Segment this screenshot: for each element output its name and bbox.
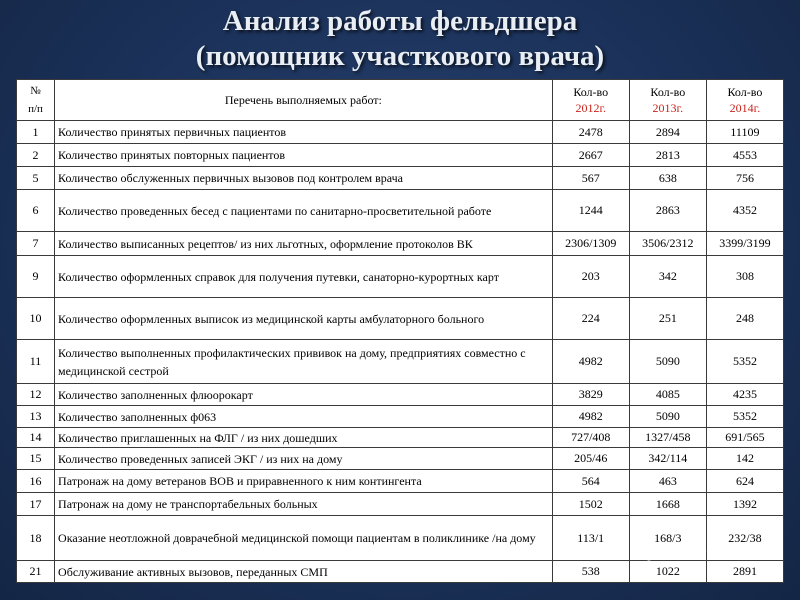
header-year-2012: Кол-во 2012г.: [552, 80, 629, 121]
row-value-2013: 638: [629, 167, 706, 190]
table-row: [17, 190, 784, 232]
row-value-2014: 248: [706, 298, 783, 340]
title-line-1: Анализ работы фельдшера: [222, 5, 578, 37]
row-value-2012: 1244: [552, 190, 629, 232]
row-value-2013: 2813: [629, 144, 706, 167]
row-number: 5: [17, 167, 55, 190]
row-description: Количество выписанных рецептов/ из них льготных, оформление протоколов ВК: [55, 232, 553, 256]
table-row: [17, 340, 784, 384]
row-value-2012: 2667: [552, 144, 629, 167]
row-value-2012: 567: [552, 167, 629, 190]
row-description: Патронаж на дому ветеранов ВОВ и приравненного к ним контингента: [55, 470, 553, 493]
row-number: 12: [17, 384, 55, 406]
row-description: Оказание неотложной доврачебной медицинской помощи пациентам в поликлинике /на дому: [55, 516, 553, 561]
row-value-2012: 2478: [552, 121, 629, 144]
row-number: 11: [17, 340, 55, 384]
row-number: 14: [17, 428, 55, 448]
table-row: [17, 298, 784, 340]
table-row: [17, 470, 784, 493]
row-value-2014: 691/565: [706, 428, 783, 448]
row-number: 16: [17, 470, 55, 493]
table-row: [17, 428, 784, 448]
table-body: [17, 121, 784, 583]
slide-title: [0, 4, 800, 74]
row-description: Патронаж на дому не транспортабельных больных: [55, 493, 553, 516]
row-value-2012: 224: [552, 298, 629, 340]
row-value-2013: 1327/458: [629, 428, 706, 448]
row-number: 2: [17, 144, 55, 167]
header-year-2013: Кол-во 2013г.: [629, 80, 706, 121]
row-number: 1: [17, 121, 55, 144]
row-value-2014: 142: [706, 448, 783, 470]
row-number: 15: [17, 448, 55, 470]
row-description: Количество проведенных записей ЭКГ / из них на дому: [55, 448, 553, 470]
row-number: 13: [17, 406, 55, 428]
row-value-2014: 756: [706, 167, 783, 190]
row-description: Количество принятых первичных пациентов: [55, 121, 553, 144]
table-row: [17, 493, 784, 516]
year-label: 2013г.: [652, 101, 684, 115]
row-value-2012: 3829: [552, 384, 629, 406]
row-value-2013: 5090: [629, 406, 706, 428]
row-number: 10: [17, 298, 55, 340]
row-value-2014: 5352: [706, 406, 783, 428]
row-value-2014: 4553: [706, 144, 783, 167]
table-row: [17, 561, 784, 583]
row-value-2013: 168/3: [629, 516, 706, 561]
works-table: [16, 79, 784, 583]
row-number: 17: [17, 493, 55, 516]
row-value-2014: 4235: [706, 384, 783, 406]
row-value-2014: 232/38: [706, 516, 783, 561]
row-value-2014: 308: [706, 256, 783, 298]
row-value-2014: 2891: [706, 561, 783, 583]
row-value-2012: 205/46: [552, 448, 629, 470]
row-description: Количество оформленных справок для получения путевки, санаторно-курортных карт: [55, 256, 553, 298]
row-value-2013: 342/114: [629, 448, 706, 470]
row-value-2013: 2863: [629, 190, 706, 232]
row-number: 7: [17, 232, 55, 256]
row-value-2014: 624: [706, 470, 783, 493]
table-row: [17, 232, 784, 256]
table-row: [17, 384, 784, 406]
title-line-2: (помощник участкового врача): [195, 40, 605, 72]
table-row: [17, 256, 784, 298]
row-number: 18: [17, 516, 55, 561]
table-row: [17, 448, 784, 470]
row-value-2012: 538: [552, 561, 629, 583]
row-description: Обслуживание активных вызовов, переданных СМП: [55, 561, 553, 583]
table-row: [17, 144, 784, 167]
year-label: 2012г.: [575, 101, 607, 115]
row-value-2013: 251: [629, 298, 706, 340]
row-description: Количество оформленных выписок из медицинской карты амбулаторного больного: [55, 298, 553, 340]
row-value-2013: 342: [629, 256, 706, 298]
row-value-2014: 5352: [706, 340, 783, 384]
row-value-2013: 4085: [629, 384, 706, 406]
row-number: 6: [17, 190, 55, 232]
watermark: [608, 540, 718, 563]
watermark-logo-icon: [608, 540, 627, 559]
year-label: 2014г.: [729, 101, 761, 115]
row-description: Количество заполненных ф063: [55, 406, 553, 428]
header-number: № п/п: [17, 80, 55, 121]
table-row: [17, 406, 784, 428]
row-description: Количество выполненных профилактических прививок на дому, предприятиях совместно с медицинской сестрой: [55, 340, 553, 384]
table-row: [17, 167, 784, 190]
header-description: Перечень выполняемых работ:: [55, 80, 553, 121]
row-value-2013: 1668: [629, 493, 706, 516]
row-description: Количество принятых повторных пациентов: [55, 144, 553, 167]
row-description: Количество заполненных флюорокарт: [55, 384, 553, 406]
row-value-2014: 1392: [706, 493, 783, 516]
row-value-2012: 4982: [552, 406, 629, 428]
row-number: 21: [17, 561, 55, 583]
row-value-2012: 113/1: [552, 516, 629, 561]
table-header-row: [17, 80, 784, 121]
row-value-2013: 5090: [629, 340, 706, 384]
row-description: Количество приглашенных на ФЛГ / из них дошедших: [55, 428, 553, 448]
row-value-2012: 727/408: [552, 428, 629, 448]
row-value-2014: 3399/3199: [706, 232, 783, 256]
row-description: Количество проведенных бесед с пациентами по санитарно-просветительной работе: [55, 190, 553, 232]
row-value-2013: 1022: [629, 561, 706, 583]
row-description: Количество обслуженных первичных вызовов под контролем врача: [55, 167, 553, 190]
row-value-2012: 2306/1309: [552, 232, 629, 256]
row-value-2013: 2894: [629, 121, 706, 144]
row-number: 9: [17, 256, 55, 298]
row-value-2012: 4982: [552, 340, 629, 384]
row-value-2014: 4352: [706, 190, 783, 232]
row-value-2014: 11109: [706, 121, 783, 144]
row-value-2012: 564: [552, 470, 629, 493]
watermark-text: MyShared: [631, 541, 718, 562]
row-value-2012: 1502: [552, 493, 629, 516]
row-value-2012: 203: [552, 256, 629, 298]
row-value-2013: 3506/2312: [629, 232, 706, 256]
table-row: [17, 121, 784, 144]
header-year-2014: Кол-во 2014г.: [706, 80, 783, 121]
row-value-2013: 463: [629, 470, 706, 493]
